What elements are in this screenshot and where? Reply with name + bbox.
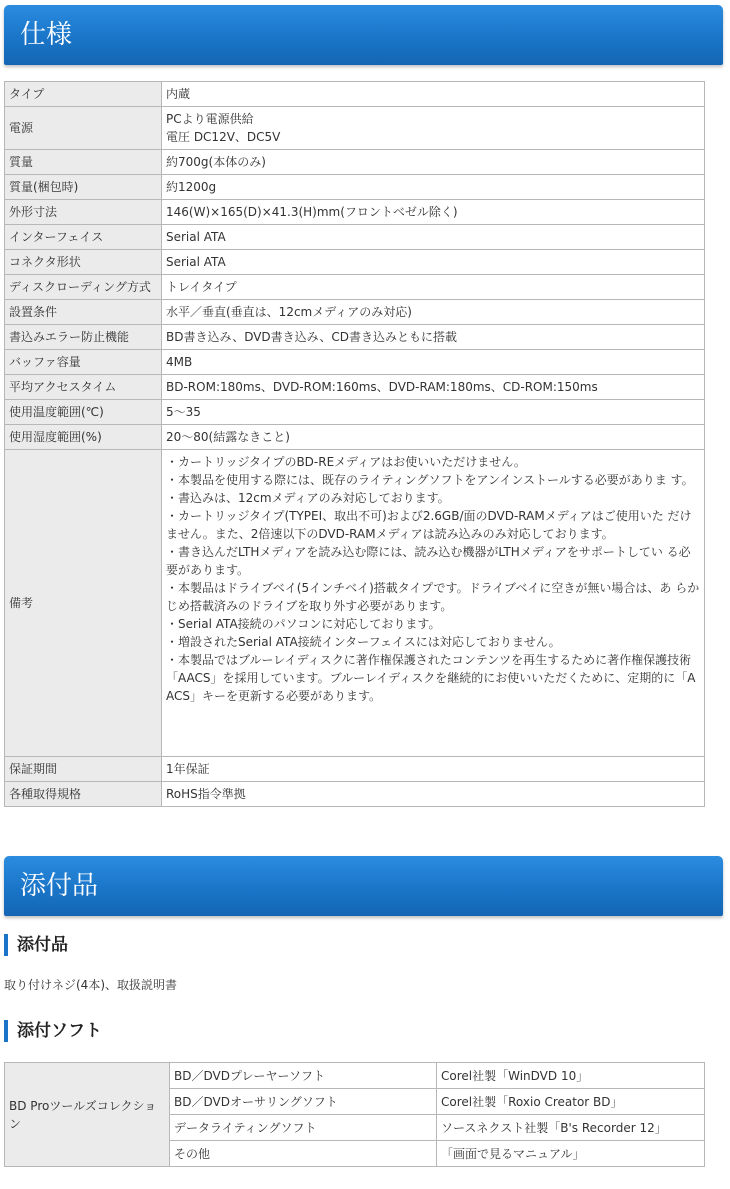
spec-label: インターフェイス xyxy=(5,225,162,250)
software-row xyxy=(5,1063,705,1089)
spec-value-line: 146(W)×165(D)×41.3(H)mm(フロントベゼル除く) xyxy=(166,205,458,219)
spec-value-line: ・本製品ではブルーレイディスクに著作権保護されたコンテンツを再生するために著作権保護技術「AACS」を採用しています。ブルーレイディスクを継続的にお使いいただくために、定期的に「AACS」キーを更新する必要があります。 xyxy=(166,653,696,703)
spec-value-line: 20～80(結露なきこと) xyxy=(166,430,290,444)
spec-row xyxy=(5,350,705,375)
spec-value-line: ・カートリッジタイプのBD-REメディアはお使いいただけません。 xyxy=(166,455,526,469)
software-kind-cell: BD／DVDプレーヤーソフト xyxy=(170,1063,437,1089)
spec-value xyxy=(162,200,705,225)
spec-label: 平均アクセスタイム xyxy=(5,375,162,400)
spec-table xyxy=(4,81,705,807)
spec-value xyxy=(162,425,705,450)
spec-label: 使用湿度範囲(%) xyxy=(5,425,162,450)
spec-row xyxy=(5,275,705,300)
accessories-subheading: 添付品 xyxy=(4,934,68,956)
spec-label: バッファ容量 xyxy=(5,350,162,375)
spec-value-line: BD-ROM:180ms、DVD-ROM:160ms、DVD-RAM:180ms、CD-ROM:150ms xyxy=(166,380,598,394)
spec-row xyxy=(5,175,705,200)
spec-value xyxy=(162,782,705,807)
spec-value-line: PCより電源供給 xyxy=(166,112,254,126)
spec-value xyxy=(162,175,705,200)
software-kind-cell: その他 xyxy=(170,1141,437,1167)
spec-label: 保証期間 xyxy=(5,757,162,782)
spec-row xyxy=(5,757,705,782)
spec-row xyxy=(5,375,705,400)
software-product-cell: Corel社製「Roxio Creator BD」 xyxy=(437,1089,705,1115)
spec-value-line: Serial ATA xyxy=(166,230,226,244)
spec-value-line: 約1200g xyxy=(166,180,217,194)
spec-row xyxy=(5,82,705,107)
spec-value xyxy=(162,250,705,275)
spec-label: 質量 xyxy=(5,150,162,175)
spec-value-line: Serial ATA xyxy=(166,255,226,269)
spec-banner: 仕様 xyxy=(4,5,723,65)
spec-row xyxy=(5,250,705,275)
spec-row xyxy=(5,450,705,757)
software-product-cell: 「画面で見るマニュアル」 xyxy=(437,1141,705,1167)
software-kind-cell: データライティングソフト xyxy=(170,1115,437,1141)
spec-value xyxy=(162,400,705,425)
spec-value xyxy=(162,350,705,375)
spec-value-line: ・書き込んだLTHメディアを読み込む際には、読み込む機器がLTHメディアをサポートしてい る必要があります。 xyxy=(166,545,691,577)
spec-value-line: 約700g(本体のみ) xyxy=(166,155,266,169)
spec-value-line: 4MB xyxy=(166,355,193,369)
spec-value xyxy=(162,375,705,400)
spec-value-line: ・本製品はドライブベイ(5インチベイ)搭載タイプです。ドライブベイに空きが無い場合は、あ らかじめ搭載済みのドライブを取り外す必要があります。 xyxy=(166,581,700,613)
spec-row xyxy=(5,200,705,225)
spec-label: コネクタ形状 xyxy=(5,250,162,275)
spec-value-line: 電圧 DC12V、DC5V xyxy=(166,130,281,144)
accessories-banner: 添付品 xyxy=(4,856,723,916)
spec-row xyxy=(5,782,705,807)
spec-value-line: ・カートリッジタイプ(TYPEⅠ、取出不可)および2.6GB/面のDVD-RAMメディアはご使用いた だけません。また、2倍速以下のDVD-RAMメディアは読み込みのみ対応しております。 xyxy=(166,509,692,541)
spec-value xyxy=(162,107,705,150)
spec-label: 電源 xyxy=(5,107,162,150)
accessories-text: 取り付けネジ(4本)、取扱説明書 xyxy=(4,978,177,992)
spec-label: タイプ xyxy=(5,82,162,107)
spec-label: 設置条件 xyxy=(5,300,162,325)
spec-value-line: トレイタイプ xyxy=(166,280,237,294)
spec-row xyxy=(5,150,705,175)
spec-value xyxy=(162,325,705,350)
spec-row xyxy=(5,225,705,250)
spec-value-line: 内蔵 xyxy=(166,87,191,101)
spec-label: 書込みエラー防止機能 xyxy=(5,325,162,350)
spec-label: 備考 xyxy=(5,450,162,757)
spec-label: 外形寸法 xyxy=(5,200,162,225)
spec-value xyxy=(162,150,705,175)
spec-value-line: ・本製品を使用する際には、既存のライティングソフトをアンインストールする必要がありま す。 xyxy=(166,473,694,487)
spec-row xyxy=(5,107,705,150)
spec-row xyxy=(5,400,705,425)
spec-value-line: ・増設されたSerial ATA接続インターフェイスには対応しておりません。 xyxy=(166,635,561,649)
spec-value-line: ・Serial ATA接続のパソコンに対応しております。 xyxy=(166,617,441,631)
spec-value-line: 水平／垂直(垂直は、12cmメディアのみ対応) xyxy=(166,305,412,319)
spec-label: ディスクローディング方式 xyxy=(5,275,162,300)
spec-value xyxy=(162,82,705,107)
spec-value-line: BD書き込み、DVD書き込み、CD書き込みともに搭載 xyxy=(166,330,458,344)
software-product-cell: ソースネクスト社製「B's Recorder 12」 xyxy=(437,1115,705,1141)
spec-value-line: RoHS指令準拠 xyxy=(166,787,246,801)
spec-label: 各種取得規格 xyxy=(5,782,162,807)
spec-value xyxy=(162,757,705,782)
spec-value xyxy=(162,225,705,250)
software-product-cell: Corel社製「WinDVD 10」 xyxy=(437,1063,705,1089)
spec-label: 使用温度範囲(℃) xyxy=(5,400,162,425)
spec-value xyxy=(162,300,705,325)
spec-label: 質量(梱包時) xyxy=(5,175,162,200)
spec-row xyxy=(5,325,705,350)
software-subheading: 添付ソフト xyxy=(4,1020,102,1042)
spec-value xyxy=(162,450,705,757)
spec-row xyxy=(5,425,705,450)
spec-value xyxy=(162,275,705,300)
spec-value-line: ・書込みは、12cmメディアのみ対応しております。 xyxy=(166,491,450,505)
software-group-cell: BD Proツールズコレクション xyxy=(5,1063,170,1167)
spec-value-line: 5～35 xyxy=(166,405,201,419)
software-table xyxy=(4,1062,705,1167)
spec-row xyxy=(5,300,705,325)
software-kind-cell: BD／DVDオーサリングソフト xyxy=(170,1089,437,1115)
spec-value-line: 1年保証 xyxy=(166,762,210,776)
